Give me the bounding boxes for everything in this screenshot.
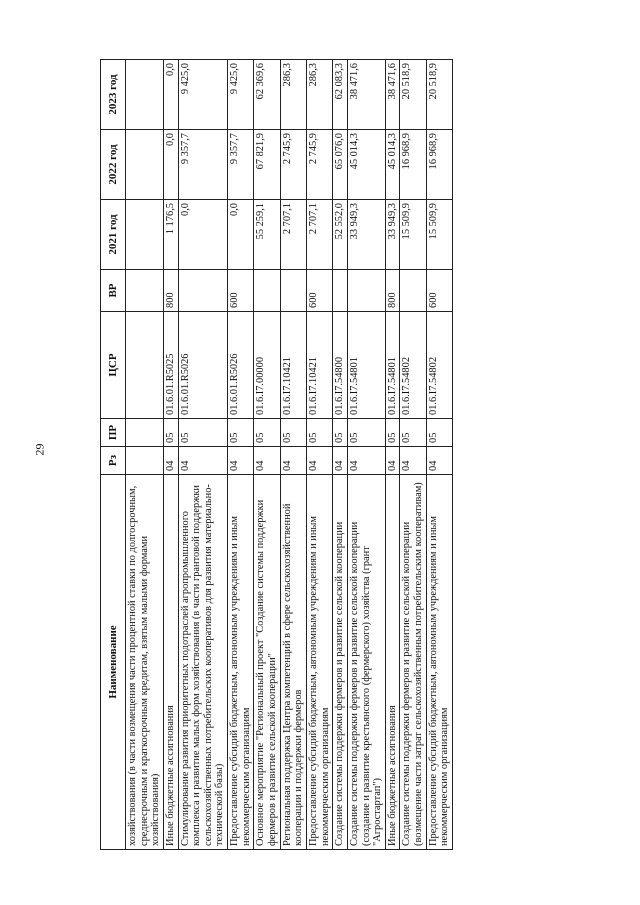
cell-2023: 38 471,6	[347, 60, 385, 130]
cell-vr	[178, 270, 228, 312]
table-row	[280, 60, 306, 850]
cell-rz: 04	[280, 447, 306, 475]
cell-rz: 04	[400, 447, 426, 475]
cell-2022	[126, 130, 164, 200]
cell-2023: 62 369,6	[254, 60, 280, 130]
cell-vr: 600	[426, 270, 452, 312]
cell-name: Иные бюджетные ассигнования	[385, 475, 400, 850]
cell-2023: 20 518,9	[400, 60, 426, 130]
cell-2023: 62 083,3	[333, 60, 348, 130]
cell-2022: 9 357,7	[228, 130, 254, 200]
cell-2022: 65 076,0	[333, 130, 348, 200]
cell-pr: 05	[426, 419, 452, 447]
header-pr: ПР	[101, 419, 126, 447]
header-name: Наименование	[101, 475, 126, 850]
table-row	[306, 60, 332, 850]
cell-2023: 0,0	[163, 60, 178, 130]
cell-rz: 04	[254, 447, 280, 475]
cell-vr	[347, 270, 385, 312]
cell-vr	[333, 270, 348, 312]
header-2021: 2021 год	[101, 200, 126, 270]
cell-name: Предоставление субсидий бюджетным, автономным учреждениям и иным некоммерческим организациям	[306, 475, 332, 850]
cell-name: хозяйствования (в части возмещения части процентной ставки по долгосрочным, среднесрочным и краткосрочным кредитам, взятым малыми формами хозяйствования)	[126, 475, 164, 850]
cell-vr: 600	[228, 270, 254, 312]
cell-2022: 0,0	[163, 130, 178, 200]
cell-2022: 16 968,9	[400, 130, 426, 200]
cell-2021: 15 509,9	[426, 200, 452, 270]
table-row	[178, 60, 228, 850]
cell-pr: 05	[228, 419, 254, 447]
header-2023: 2023 год	[101, 60, 126, 130]
cell-vr	[126, 270, 164, 312]
cell-rz: 04	[163, 447, 178, 475]
cell-rz: 04	[426, 447, 452, 475]
table-row	[400, 60, 426, 850]
cell-pr: 05	[280, 419, 306, 447]
cell-2021: 33 949,3	[385, 200, 400, 270]
cell-csr: 01.6.I7.54802	[426, 312, 452, 419]
cell-rz: 04	[333, 447, 348, 475]
cell-csr: 01.6.I7.54801	[385, 312, 400, 419]
cell-rz: 04	[385, 447, 400, 475]
table-header-row	[101, 60, 126, 850]
table-row	[385, 60, 400, 850]
cell-pr: 05	[306, 419, 332, 447]
table-row	[254, 60, 280, 850]
cell-2023: 9 425,0	[228, 60, 254, 130]
cell-2022: 67 821,9	[254, 130, 280, 200]
cell-name: Предоставление субсидий бюджетным, автономным учреждениям и иным некоммерческим организациям	[426, 475, 452, 850]
cell-rz: 04	[347, 447, 385, 475]
cell-name: Предоставление субсидий бюджетным, автономным учреждениям и иным некоммерческим организациям	[228, 475, 254, 850]
cell-csr: 01.6.01.R5026	[228, 312, 254, 419]
cell-pr: 05	[254, 419, 280, 447]
cell-2022: 2 745,9	[306, 130, 332, 200]
table-row	[163, 60, 178, 850]
cell-2023	[126, 60, 164, 130]
cell-vr: 600	[306, 270, 332, 312]
header-vr: ВР	[101, 270, 126, 312]
cell-2021: 52 552,0	[333, 200, 348, 270]
cell-2023: 286,3	[280, 60, 306, 130]
cell-name: Стимулирование развития приоритетных подотраслей агропромышленного комплекса и развитие малых форм хозяйствования (в части грантовой поддержки сельскохозяйственных потребительских кооперативов для развития материально-технической базы)	[178, 475, 228, 850]
cell-2021: 33 949,3	[347, 200, 385, 270]
budget-table	[100, 59, 453, 850]
cell-csr: 01.6.I7.54802	[400, 312, 426, 419]
cell-2023: 20 518,9	[426, 60, 452, 130]
cell-csr: 01.6.I7.54800	[333, 312, 348, 419]
cell-name: Создание системы поддержки фермеров и развитие сельской кооперации (создание и развитие крестьянского (фермерского) хозяйства (грант "Агростартап")	[347, 475, 385, 850]
cell-2021	[126, 200, 164, 270]
header-rz: Рз	[101, 447, 126, 475]
cell-pr: 05	[333, 419, 348, 447]
cell-pr: 05	[178, 419, 228, 447]
cell-vr	[280, 270, 306, 312]
cell-2021: 15 509,9	[400, 200, 426, 270]
header-2022: 2022 год	[101, 130, 126, 200]
cell-csr	[126, 312, 164, 419]
cell-csr: 01.6.I7.54801	[347, 312, 385, 419]
cell-csr: 01.6.I7.10421	[306, 312, 332, 419]
cell-pr: 05	[385, 419, 400, 447]
cell-2023: 286,3	[306, 60, 332, 130]
cell-csr: 01.6.01.R5025	[163, 312, 178, 419]
cell-pr: 05	[400, 419, 426, 447]
cell-name: Создание системы поддержки фермеров и развитие сельской кооперации (возмещение части затрат сельскохозяйственным потребительским кооперативам)	[400, 475, 426, 850]
cell-2022: 16 968,9	[426, 130, 452, 200]
cell-csr: 01.6.I7.00000	[254, 312, 280, 419]
cell-name: Региональная поддержка Центра компетенций в сфере сельскохозяйственной кооперации и поддержки фермеров	[280, 475, 306, 850]
cell-2023: 38 471,6	[385, 60, 400, 130]
cell-vr: 800	[385, 270, 400, 312]
cell-2022: 9 357,7	[178, 130, 228, 200]
cell-2022: 2 745,9	[280, 130, 306, 200]
table-row	[347, 60, 385, 850]
page-number: 29	[32, 443, 47, 456]
cell-pr	[126, 419, 164, 447]
cell-name: Иные бюджетные ассигнования	[163, 475, 178, 850]
table-row	[333, 60, 348, 850]
cell-rz: 04	[306, 447, 332, 475]
cell-2021: 2 707,1	[306, 200, 332, 270]
cell-2022: 45 014,3	[385, 130, 400, 200]
header-csr: ЦСР	[101, 312, 126, 419]
cell-2023: 9 425,0	[178, 60, 228, 130]
table-body	[126, 60, 453, 850]
cell-vr	[254, 270, 280, 312]
cell-2021: 1 176,5	[163, 200, 178, 270]
cell-pr: 05	[163, 419, 178, 447]
cell-2021: 2 707,1	[280, 200, 306, 270]
cell-name: Основное мероприятие "Региональный проект "Создание системы поддержки фермеров и развитие сельской кооперации"	[254, 475, 280, 850]
table-row	[126, 60, 164, 850]
cell-csr: 01.6.01.R5026	[178, 312, 228, 419]
cell-name: Создание системы поддержки фермеров и развитие сельской кооперации	[333, 475, 348, 850]
cell-rz: 04	[178, 447, 228, 475]
cell-2021: 0,0	[178, 200, 228, 270]
cell-rz	[126, 447, 164, 475]
cell-2022: 45 014,3	[347, 130, 385, 200]
cell-pr: 05	[347, 419, 385, 447]
cell-vr	[400, 270, 426, 312]
cell-csr: 01.6.I7.10421	[280, 312, 306, 419]
cell-2021: 55 259,1	[254, 200, 280, 270]
cell-rz: 04	[228, 447, 254, 475]
table-row	[228, 60, 254, 850]
cell-2021: 0,0	[228, 200, 254, 270]
cell-vr: 800	[163, 270, 178, 312]
budget-table-sheet	[100, 60, 550, 850]
table-row	[426, 60, 452, 850]
